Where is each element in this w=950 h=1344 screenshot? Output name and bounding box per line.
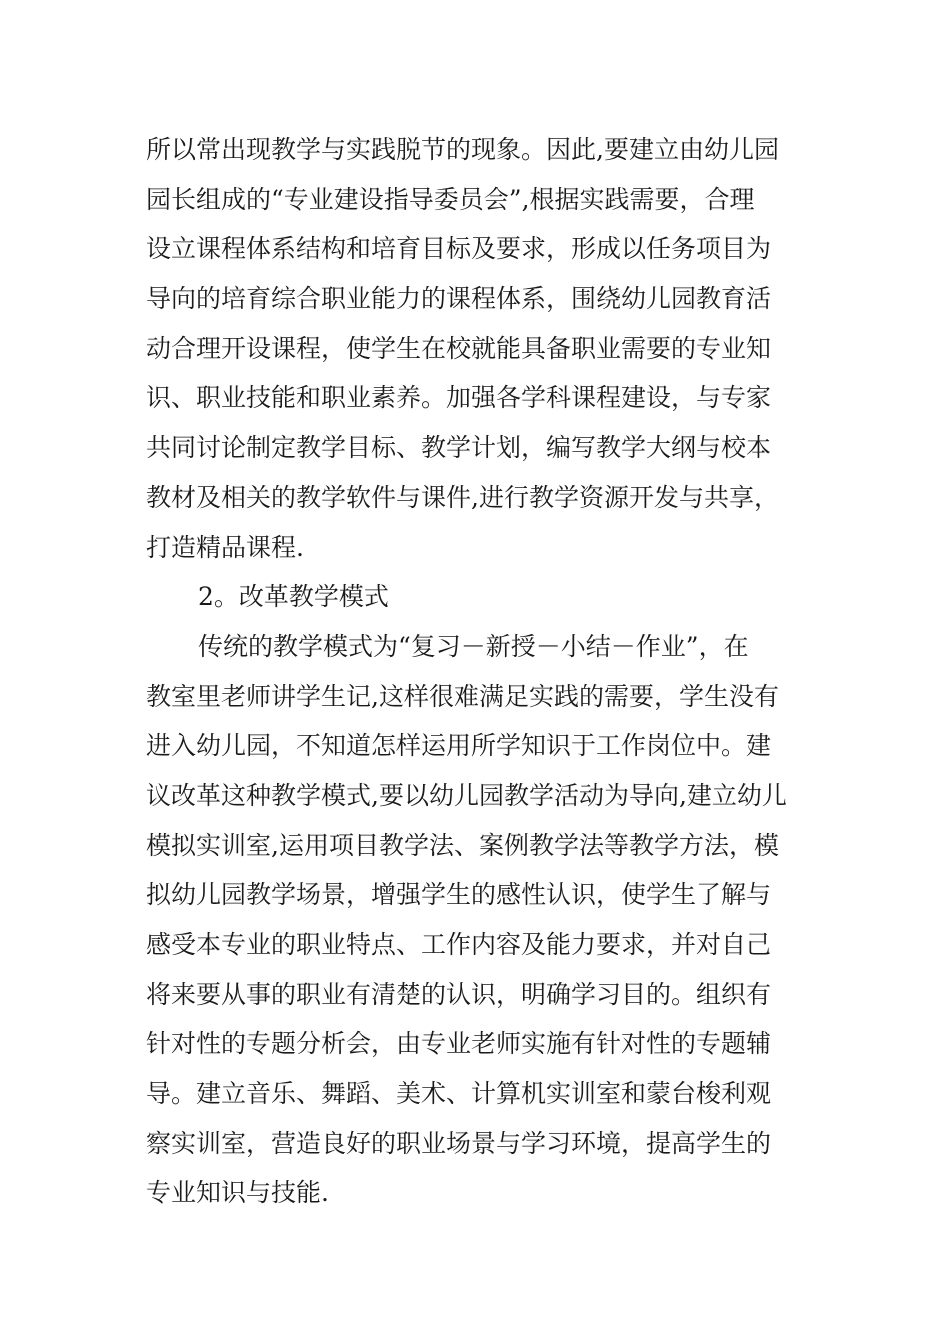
text-line: 导向的培育综合职业能力的课程体系，围绕幼儿园教育活: [146, 284, 772, 314]
text-line: 教室里老师讲学生记,这样很难满足实践的需要，学生没有: [146, 681, 779, 711]
text-line: 所以常出现教学与实践脱节的现象。因此,要建立由幼儿园: [146, 135, 779, 164]
text-line: 专业知识与技能.: [146, 1178, 329, 1208]
text-line: 察实训室，营造良好的职业场景与学习环境，提高学生的: [146, 1128, 772, 1158]
text-line: 模拟实训室,运用项目教学法、案例教学法等教学方法，模: [146, 830, 779, 860]
text-line: 设立课程体系结构和培育目标及要求，形成以任务项目为: [146, 234, 772, 264]
text-line: 将来要从事的职业有清楚的认识，明确学习目的。组织有: [146, 979, 772, 1009]
text-line: 识、职业技能和职业素养。加强各学科课程建设，与专家: [146, 383, 772, 413]
body-text: [146, 125, 806, 1218]
text-line: 教材及相关的教学软件与课件,进行教学资源开发与共享，: [146, 482, 779, 512]
text-line: 动合理开设课程，使学生在校就能具备职业需要的专业知: [146, 333, 772, 363]
section-heading: 2。改革教学模式: [198, 582, 389, 612]
text-line: 拟幼儿园教学场景，增强学生的感性认识，使学生了解与: [146, 880, 772, 910]
text-line: 议改革这种教学模式,要以幼儿园教学活动为导向,建立幼儿: [146, 780, 787, 810]
text-line: 共同讨论制定教学目标、教学计划，编写教学大纲与校本: [146, 433, 772, 463]
paragraph-first-line: 传统的教学模式为“复习－新授－小结－作业”，在: [198, 631, 749, 661]
text-line: 园长组成的“专业建设指导委员会”,根据实践需要，合理: [146, 184, 755, 214]
text-line: 针对性的专题分析会，由专业老师实施有针对性的专题辅: [146, 1029, 772, 1059]
text-line: 导。建立音乐、舞蹈、美术、计算机实训室和蒙台梭利观: [146, 1079, 772, 1109]
text-line: 进入幼儿园，不知道怎样运用所学知识于工作岗位中。建: [146, 731, 772, 761]
text-line: 打造精品课程.: [146, 532, 304, 562]
text-line: 感受本专业的职业特点、工作内容及能力要求，并对自己: [146, 930, 772, 959]
